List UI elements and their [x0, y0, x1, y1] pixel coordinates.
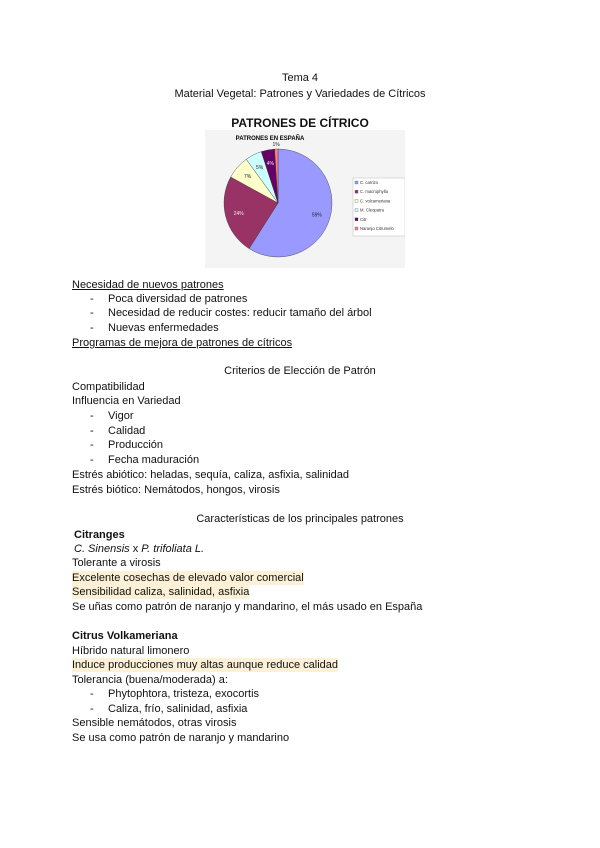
criterios-heading: Criterios de Elección de Patrón [224, 365, 376, 377]
estres-abiotico-text: Estrés abiótico: heladas, sequía, caliza, asfixia, salinidad [72, 469, 349, 481]
legend-swatch-2 [355, 199, 358, 202]
legend-swatch-0 [355, 181, 358, 184]
citranges-heading: Citranges [74, 529, 125, 541]
legend-label-1: C. macrophylla [360, 189, 388, 195]
legend-label-4: Citr [360, 216, 367, 222]
pie-label-2: 7% [244, 174, 252, 181]
necesidad-heading: Necesidad de nuevos patrones [72, 279, 224, 291]
pie-label-0: 59% [311, 212, 322, 219]
pie-label-1: 24% [233, 211, 244, 218]
compatibilidad-text: Compatibilidad [72, 381, 145, 393]
list-item: - Phytophtora, tristeza, exocortis [90, 688, 260, 700]
list-item: - Calidad [90, 425, 146, 437]
list-item: - Poca diversidad de patrones [90, 293, 248, 305]
pie-chart-svg [205, 116, 405, 268]
legend-label-3: M. Cleopatra [360, 207, 384, 213]
list-item: - Nuevas enfermedades [90, 322, 219, 334]
list-item: - Necesidad de reducir costes: reducir tamaño del árbol [90, 307, 372, 319]
legend-label-5: Naranjo Citrumelo [360, 226, 394, 231]
list-item: - Fecha maduración [90, 454, 200, 466]
citranges-highlight-2: Sensibilidad caliza, salinidad, asfixia [72, 586, 250, 598]
pie-label-5: 1% [272, 142, 280, 149]
legend-label-0: C. carrizo [360, 180, 378, 185]
influencia-text: Influencia en Variedad [72, 395, 181, 407]
legend-swatch-1 [355, 190, 358, 193]
estres-biotico-text: Estrés biótico: Nemátodos, hongos, virosis [72, 484, 280, 496]
legend-swatch-4 [355, 218, 358, 221]
legend-swatch-3 [355, 209, 358, 212]
volkameriana-line-3: Tolerancia (buena/moderada) a: [72, 674, 228, 686]
list-item: - Producción [90, 439, 164, 451]
volkameriana-line-5: Se usa como patrón de naranjo y mandarino [72, 732, 290, 744]
pie-chart [205, 116, 405, 268]
volkameriana-line-1: Híbrido natural limonero [72, 645, 190, 657]
legend-label-2: C. volcameriana [360, 198, 391, 204]
citranges-highlight-1: Excelente cosechas de elevado valor comercial [72, 572, 304, 584]
topic-heading: Tema 4 [281, 72, 319, 84]
pie-label-3: 5% [255, 164, 264, 171]
caracteristicas-heading: Características de los principales patrones [196, 513, 404, 525]
pie-label-4: 4% [266, 161, 275, 168]
list-item: - Caliza, frío, salinidad, asfixia [90, 703, 248, 715]
list-item: - Vigor [90, 410, 134, 422]
programas-heading: Programas de mejora de patrones de cítricos [72, 337, 293, 349]
citranges-line-1: Tolerante a virosis [72, 557, 161, 569]
chart-subtitle: PATRONES EN ESPAÑA [235, 136, 305, 142]
volkameriana-highlight: Induce producciones muy altas aunque reduce calidad [72, 659, 339, 671]
citranges-cross: C. Sinensis x P. trifoliata L. [74, 543, 205, 555]
document-subtitle: Material Vegetal: Patrones y Variedades de Cítricos [174, 88, 426, 100]
chart-title: PATRONES DE CÍTRICO [231, 116, 369, 130]
volkameriana-heading: Citrus Volkameriana [72, 630, 178, 642]
volkameriana-line-4: Sensible nemátodos, otras virosis [72, 717, 237, 729]
citranges-line-4: Se uñas como patrón de naranjo y mandarino, el más usado en España [72, 601, 423, 613]
legend-swatch-5 [355, 227, 358, 230]
